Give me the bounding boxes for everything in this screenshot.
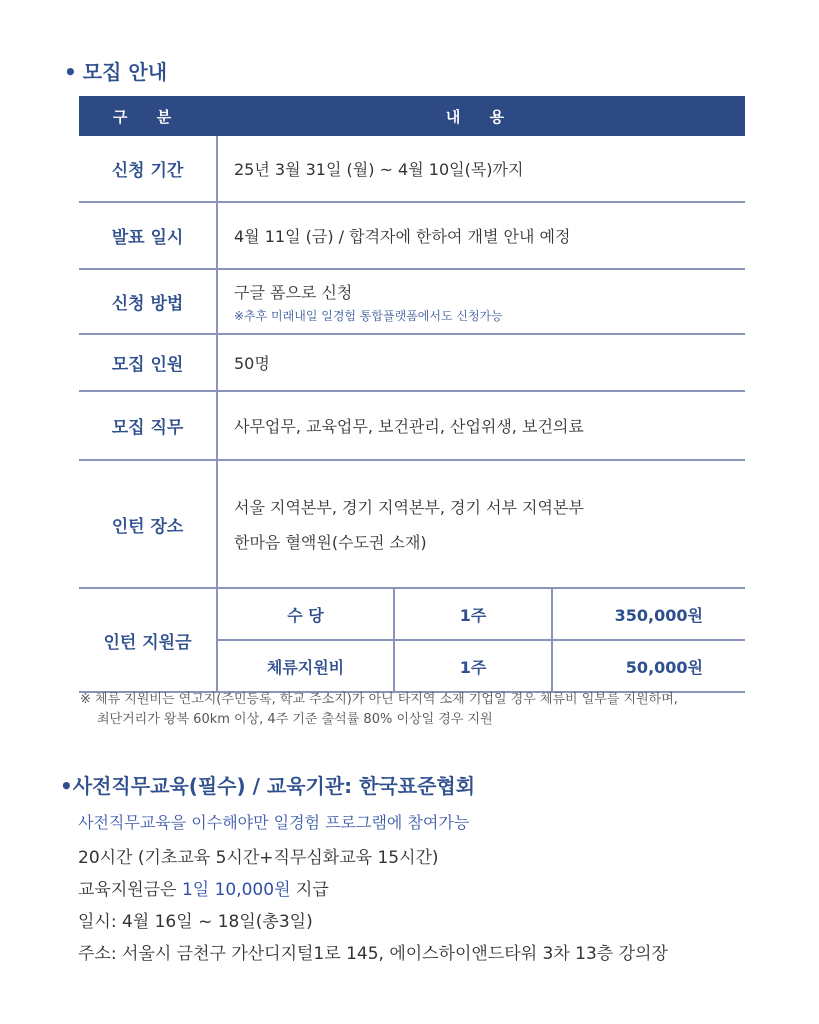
row-content: 25년 3월 31일 (월) ~ 4월 10일(목)까지 — [217, 136, 745, 202]
allowance-amount: 1일 10,000원 — [181, 880, 291, 900]
education-address: 주소: 서울시 금천구 가산디지털1로 145, 에이스하이앤드타워 3차 13층 강의장 — [78, 944, 668, 964]
section-title-recruitment — [64, 56, 167, 85]
footnote-line: ※ 체류 지원비는 연고지(주민등록, 학교 주소지)가 아닌 타지역 소재 기업일 경우 체류비 일부를 지원하며, — [80, 692, 678, 707]
row-content: 사무업무, 교육업무, 보건관리, 산업위생, 보건의료 — [217, 391, 745, 460]
row-content: 50명 — [217, 334, 745, 391]
support-item-name: 수 당 — [218, 589, 394, 640]
row-content: 4월 11일 (금) / 합격자에 한하여 개별 안내 예정 — [217, 202, 745, 269]
footnote-line: 최단거리가 왕복 60km 이상, 4주 기준 출석률 80% 이상일 경우 지원 — [97, 712, 493, 727]
footnote — [80, 690, 760, 730]
row-content — [217, 269, 745, 334]
education-dates: 일시: 4월 16일 ~ 18일(총3일) — [78, 912, 313, 932]
support-item-name: 체류지원비 — [266, 657, 345, 677]
support-subrow — [218, 589, 745, 640]
row-label: 모집 인원 — [79, 334, 217, 391]
bullet: • — [60, 774, 73, 798]
table-row — [79, 136, 745, 202]
education-allowance — [78, 875, 329, 900]
table-row — [79, 202, 745, 269]
support-item-period: 1주 — [394, 640, 552, 691]
apply-method-note: ※추후 미래내일 일경험 통합플랫폼에서도 신청가능 — [234, 308, 503, 323]
apply-method-text: 구글 폼으로 신청 — [234, 282, 353, 302]
location-line: 한마음 혈액원(수도권 소재) — [234, 533, 427, 552]
support-item-amount: 350,000원 — [552, 589, 745, 640]
education-hours: 20시간 (기초교육 5시간+직무심화교육 15시간) — [78, 848, 439, 868]
recruitment-table — [79, 96, 745, 693]
table-row — [79, 269, 745, 334]
location-line: 서울 지역본부, 경기 지역본부, 경기 서부 지역본부 — [234, 498, 584, 517]
support-item-amount: 50,000원 — [552, 640, 745, 691]
row-label: 신청 방법 — [79, 269, 217, 334]
allowance-suffix: 지급 — [290, 880, 329, 900]
row-label: 신청 기간 — [79, 136, 217, 202]
section-title-text: 사전직무교육(필수) / 교육기관: 한국표준협회 — [72, 774, 476, 798]
header-content: 내 용 — [217, 96, 745, 136]
support-subrow — [218, 640, 745, 691]
table-row — [79, 334, 745, 391]
allowance-prefix: 교육지원금은 — [78, 880, 182, 900]
row-content — [217, 460, 745, 588]
education-notice: 사전직무교육을 이수해야만 일경험 프로그램에 참여가능 — [78, 813, 470, 832]
section-title-text: 모집 안내 — [82, 60, 168, 84]
table-header-row — [79, 96, 745, 136]
support-item-period: 1주 — [394, 589, 552, 640]
support-row — [79, 588, 745, 692]
support-label: 인턴 지원금 — [79, 588, 217, 692]
header-category: 구 분 — [79, 96, 217, 136]
support-subtable — [218, 589, 745, 691]
bullet: • — [64, 60, 77, 84]
row-label: 발표 일시 — [79, 202, 217, 269]
row-label: 인턴 장소 — [79, 460, 217, 588]
table-row — [79, 391, 745, 460]
table-row — [79, 460, 745, 588]
row-label: 모집 직무 — [79, 391, 217, 460]
section-title-education — [60, 770, 475, 799]
